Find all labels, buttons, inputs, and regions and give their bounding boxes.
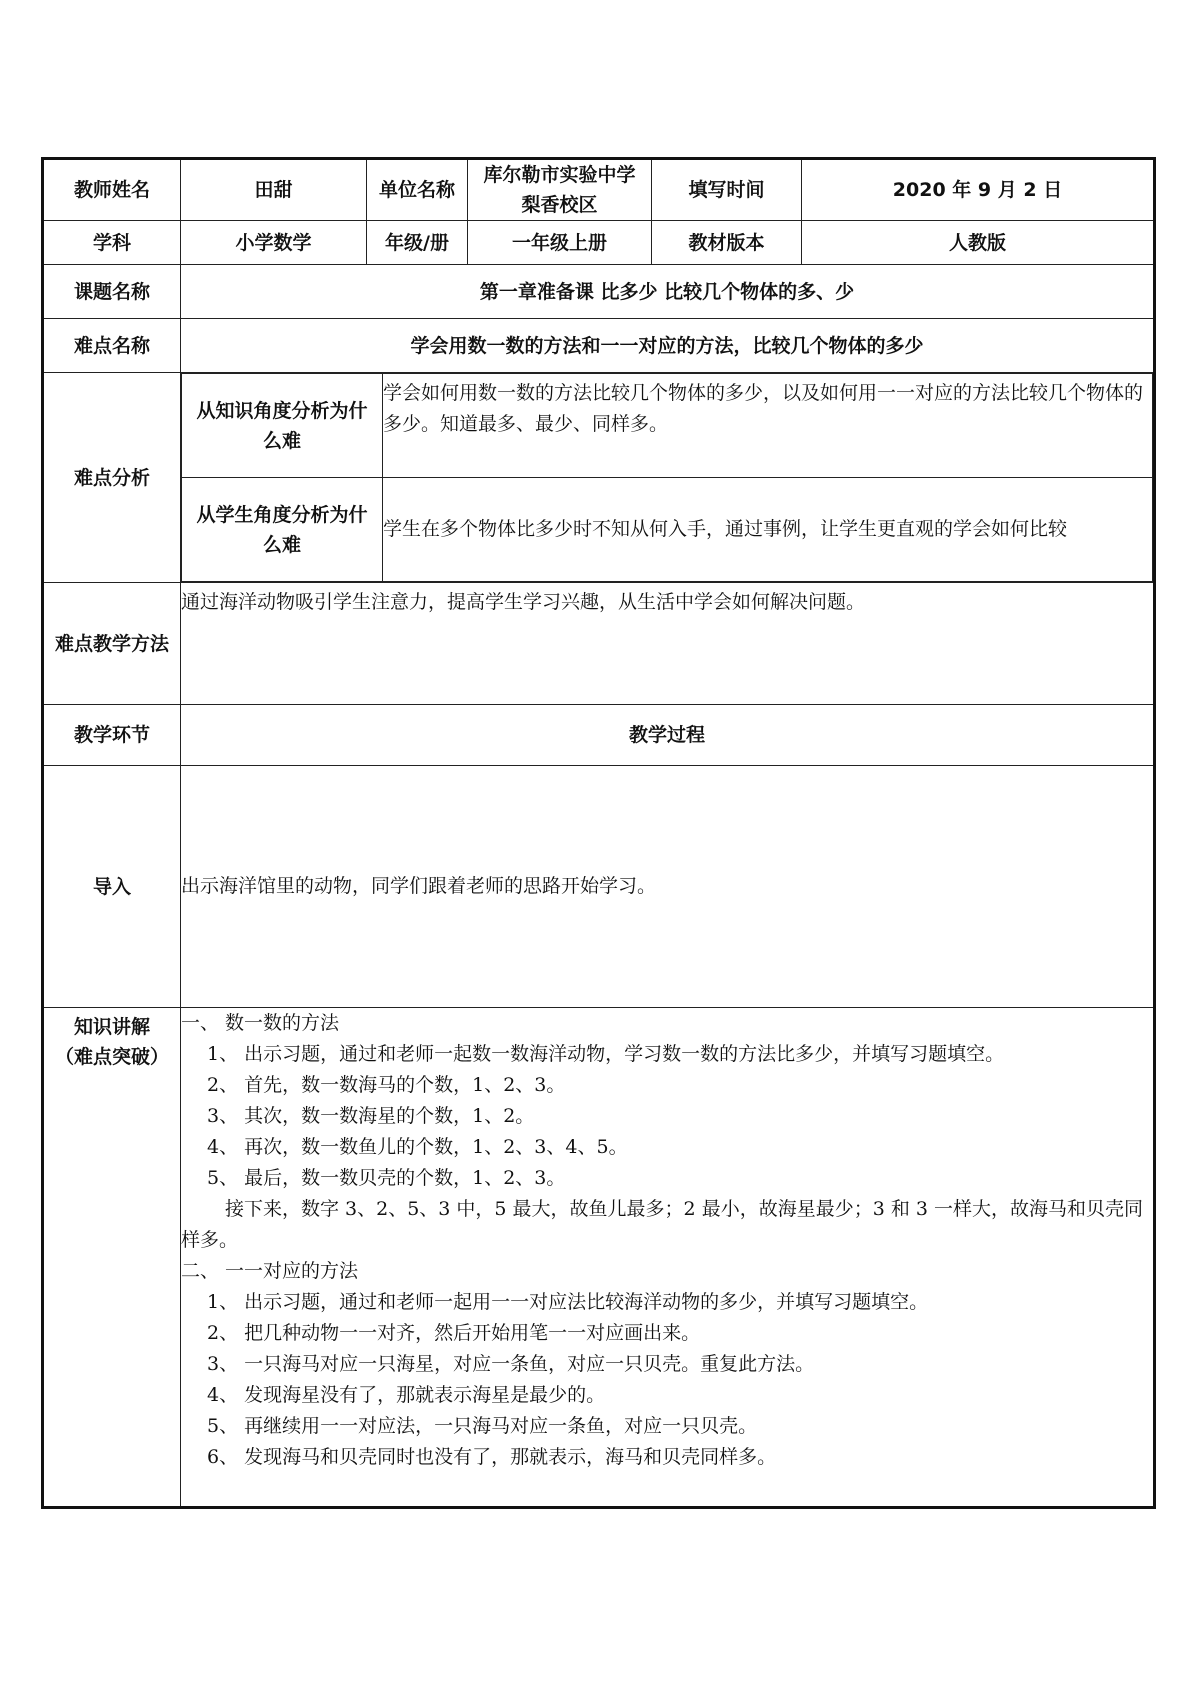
- lesson-plan-page: [41, 157, 1153, 1512]
- knowledge-label-line1: 知识讲解: [73, 1016, 150, 1038]
- section1-item: 5、 最后，数一数贝壳的个数，1、2、3。: [207, 1167, 566, 1189]
- process-header-row: [43, 705, 1155, 766]
- stage-label: 教学环节: [43, 705, 181, 766]
- subject-value: 小学数学: [181, 221, 367, 265]
- unit-name: [468, 159, 652, 221]
- unit-name-line2: 梨香校区: [521, 194, 598, 216]
- edition-value: 人教版: [802, 221, 1155, 265]
- knowledge-row: [43, 1008, 1155, 1508]
- unit-label: 单位名称: [367, 159, 468, 221]
- fill-date: 2020 年 9 月 2 日: [802, 159, 1155, 221]
- student-angle-text: 学生在多个物体比多少时不知从何入手，通过事例，让学生更直观的学会如何比较: [383, 478, 1153, 582]
- method-label: 难点教学方法: [43, 583, 181, 705]
- header-row-1: [43, 159, 1155, 221]
- analysis-subtable: [181, 373, 1153, 582]
- intro-label: 导入: [43, 766, 181, 1008]
- grade-value: 一年级上册: [468, 221, 652, 265]
- section2-item: 6、 发现海马和贝壳同时也没有了，那就表示，海马和贝壳同样多。: [207, 1446, 777, 1468]
- teacher-name: 田甜: [181, 159, 367, 221]
- edition-label: 教材版本: [652, 221, 802, 265]
- student-angle-label: 从学生角度分析为什么难: [182, 478, 383, 582]
- section1-title: 一、 数一数的方法: [181, 1012, 340, 1034]
- knowledge-label: [43, 1008, 181, 1508]
- analysis-row: [43, 373, 1155, 583]
- unit-name-line1: 库尔勒市实验中学: [483, 164, 636, 186]
- analysis-label: 难点分析: [43, 373, 181, 583]
- difficulty-label: 难点名称: [43, 319, 181, 373]
- knowledge-angle-text: 学会如何用数一数的方法比较几个物体的多少，以及如何用一一对应的方法比较几个物体的多少。知道最多、最少、同样多。: [383, 374, 1153, 478]
- method-row: [43, 583, 1155, 705]
- section2-item: 3、 一只海马对应一只海星，对应一条鱼，对应一只贝壳。重复此方法。: [207, 1353, 815, 1375]
- knowledge-content: [181, 1008, 1155, 1508]
- intro-row: [43, 766, 1155, 1008]
- knowledge-label-line2: （难点突破）: [54, 1046, 169, 1068]
- header-row-2: [43, 221, 1155, 265]
- date-label: 填写时间: [652, 159, 802, 221]
- section2-item: 2、 把几种动物一一对齐，然后开始用笔一一对应画出来。: [207, 1322, 701, 1344]
- process-label: 教学过程: [181, 705, 1155, 766]
- difficulty-value: 学会用数一数的方法和一一对应的方法，比较几个物体的多少: [181, 319, 1155, 373]
- section2-item: 1、 出示习题，通过和老师一起用一一对应法比较海洋动物的多少，并填写习题填空。: [207, 1291, 929, 1313]
- topic-label: 课题名称: [43, 265, 181, 319]
- section1-item: 4、 再次，数一数鱼儿的个数，1、2、3、4、5。: [207, 1136, 628, 1158]
- teacher-label: 教师姓名: [43, 159, 181, 221]
- section1-item: 2、 首先，数一数海马的个数，1、2、3。: [207, 1074, 566, 1096]
- knowledge-angle-label: 从知识角度分析为什么难: [182, 374, 383, 478]
- section2-item: 5、 再继续用一一对应法，一只海马对应一条鱼，对应一只贝壳。: [207, 1415, 758, 1437]
- topic-row: [43, 265, 1155, 319]
- lesson-plan-table: [41, 157, 1156, 1509]
- section2-title: 二、 一一对应的方法: [181, 1260, 359, 1282]
- section1-item: 3、 其次，数一数海星的个数，1、2。: [207, 1105, 535, 1127]
- difficulty-row: [43, 319, 1155, 373]
- section1-item: 1、 出示习题，通过和老师一起数一数海洋动物，学习数一数的方法比多少，并填写习题填空。: [207, 1043, 1005, 1065]
- intro-text: 出示海洋馆里的动物，同学们跟着老师的思路开始学习。: [181, 766, 1155, 1008]
- grade-label: 年级/册: [367, 221, 468, 265]
- section1-summary: 接下来，数字 3、2、5、3 中，5 最大，故鱼儿最多；2 最小，故海星最少；3 和 3 一样大，故海马和贝壳同样多。: [181, 1198, 1143, 1251]
- section2-item: 4、 发现海星没有了，那就表示海星是最少的。: [207, 1384, 606, 1406]
- method-text: 通过海洋动物吸引学生注意力，提高学生学习兴趣，从生活中学会如何解决问题。: [181, 583, 1155, 705]
- topic-value: 第一章准备课 比多少 比较几个物体的多、少: [181, 265, 1155, 319]
- subject-label: 学科: [43, 221, 181, 265]
